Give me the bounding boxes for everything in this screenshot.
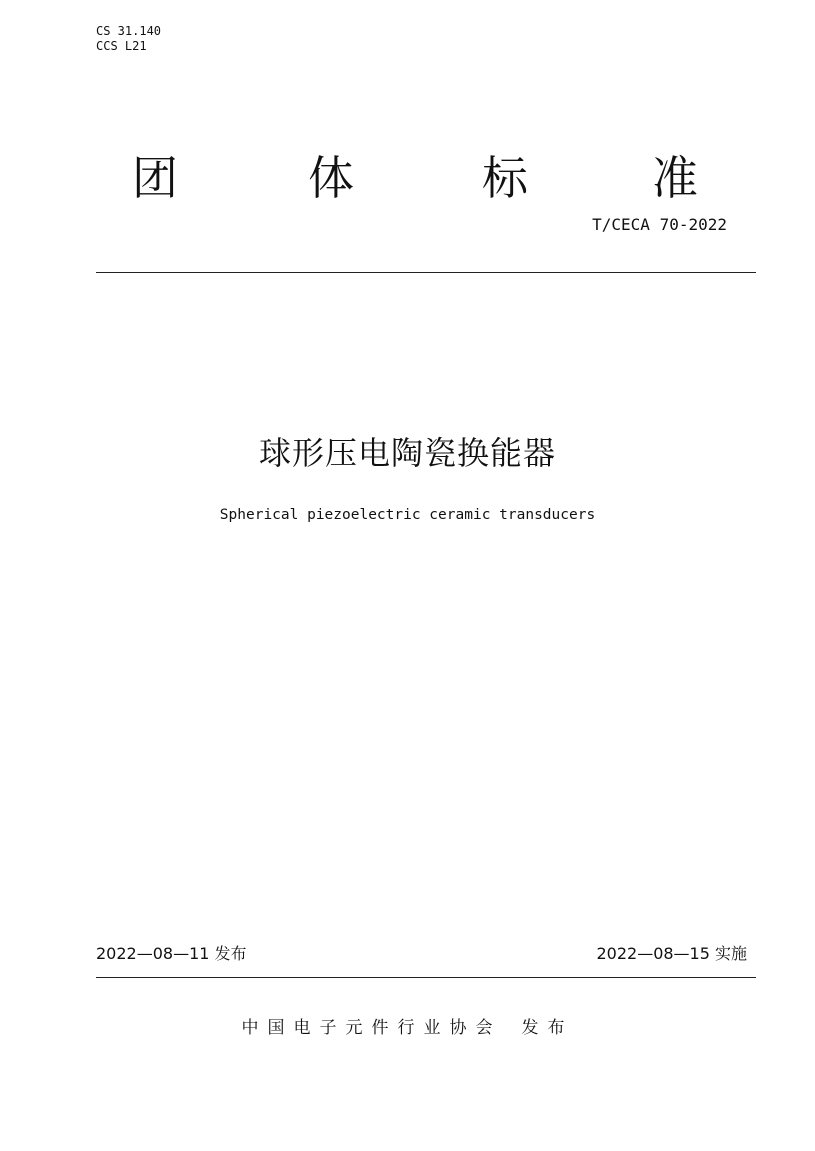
document-title-english: Spherical piezoelectric ceramic transducers <box>219 507 596 523</box>
heading-char-1: 团 <box>132 151 178 205</box>
publisher-name: 中国电子元件行业协会 <box>241 1018 502 1038</box>
heading-char-3: 标 <box>482 151 528 205</box>
bottom-divider <box>96 977 756 978</box>
issue-date: 2022—08—11 发布 <box>96 944 247 963</box>
standard-type-heading <box>0 150 815 210</box>
document-title-chinese: 球形压电陶瓷换能器 <box>258 434 556 472</box>
top-divider <box>96 272 756 273</box>
standard-number: T/CECA 70-2022 <box>592 215 727 234</box>
ccs-code: CCS L21 <box>96 39 147 53</box>
publisher-line <box>0 1016 815 1040</box>
implementation-date: 2022—08—15 实施 <box>596 944 747 963</box>
heading-char-4: 准 <box>652 151 698 205</box>
publisher-action: 发布 <box>521 1018 574 1038</box>
heading-char-2: 体 <box>308 151 354 205</box>
ics-code: CS 31.140 <box>96 24 162 38</box>
classification-codes <box>96 24 161 54</box>
